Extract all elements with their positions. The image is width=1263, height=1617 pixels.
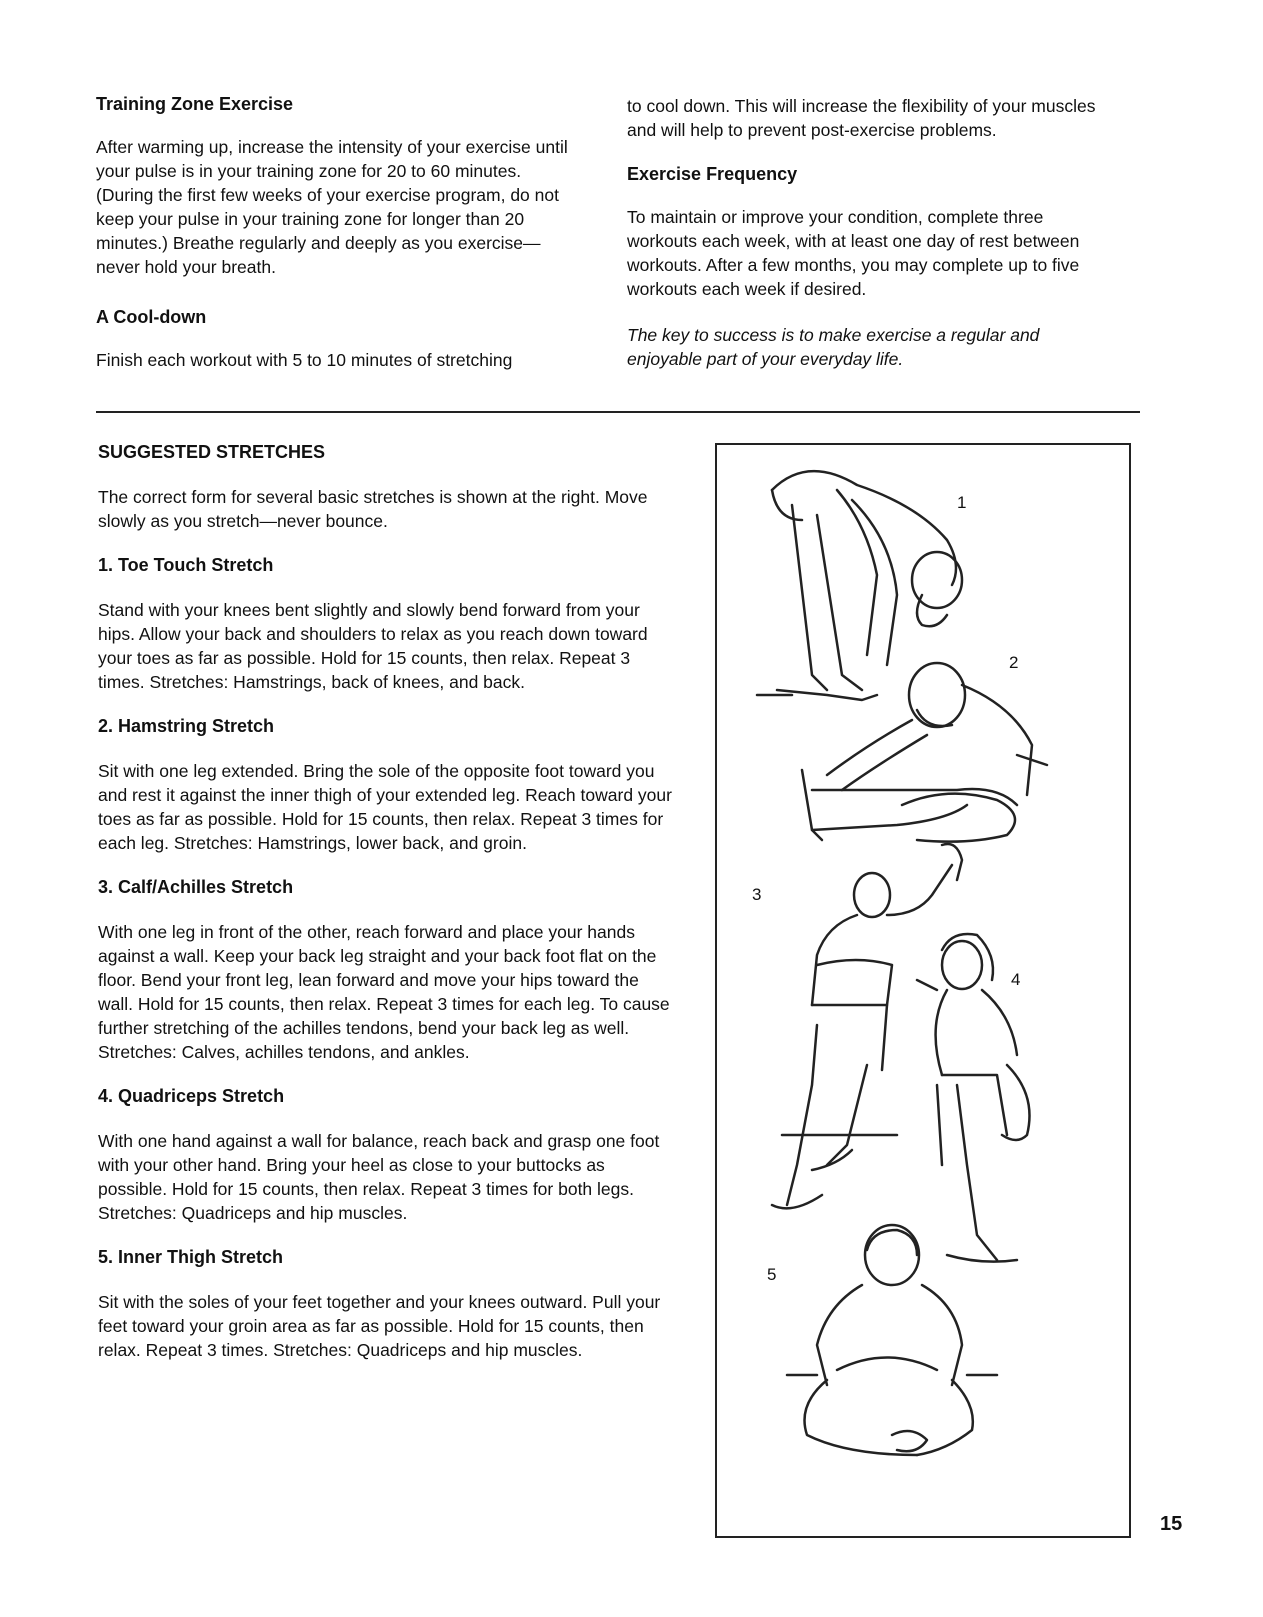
training-zone-body: After warming up, increase the intensity of your exercise until your pulse is in your training zone for 20 to 60 minutes. (During the first few weeks of your exercise program, do not keep your pulse in your training zone for longer than 20 minutes.) Breathe regularly and deeply as you exercise—never hold your breath.: [96, 137, 568, 277]
frequency-body: To maintain or improve your condition, complete three workouts each week, with at least one day of rest between workouts. After a few months, you may complete up to five workouts each week if desired.: [627, 207, 1080, 299]
stretch-1-title: 1. Toe Touch Stretch: [98, 555, 274, 575]
stretch-5-title: 5. Inner Thigh Stretch: [98, 1247, 284, 1267]
stretches-heading: SUGGESTED STRETCHES: [98, 442, 326, 462]
frequency-heading: Exercise Frequency: [627, 164, 798, 184]
key-to-success-text: The key to success is to make exercise a regular and enjoyable part of your everyday life.: [627, 325, 1040, 369]
stretches-illustration: [715, 443, 1131, 1538]
training-section: [96, 94, 576, 394]
stretch-5-body: Sit with the soles of your feet together and your knees outward. Pull your feet toward your groin area as far as possible. Hold for 15 counts, then relax. Repeat 3 times. Stretches: Quadriceps and hip muscles.: [98, 1292, 661, 1360]
suggested-stretches-section: [98, 442, 678, 1384]
figure-label-3: 3: [752, 885, 762, 904]
cooldown-heading: A Cool-down: [96, 307, 207, 327]
toe-touch-figure: [757, 471, 962, 700]
calf-stretch-figure: [772, 844, 962, 1208]
stretch-4-body: With one hand against a wall for balance, reach back and grasp one foot with your other hand. Bring your heel as close to your buttocks as possible. Hold for 15 counts, then relax. Repeat 3 times for both legs. Stretches: Quadriceps and hip muscles.: [98, 1131, 660, 1223]
stretches-intro: The correct form for several basic stretches is shown at the right. Move slowly as you stretch—never bounce.: [98, 487, 648, 531]
stretch-3-body: With one leg in front of the other, reach forward and place your hands against a wall. Keep your back leg straight and your back foot flat on the floor. Bend your front leg, lean forward and move your hips toward the wall. Hold for 15 counts, then relax. Repeat 3 times for each leg. To cause further stretching of the achilles tendons, bend your back leg as well. Stretches: Calves, achilles tendons, and ankles.: [98, 922, 670, 1062]
page-number: 15: [1160, 1513, 1183, 1535]
figure-label-5: 5: [767, 1265, 777, 1284]
figure-label-4: 4: [1011, 970, 1021, 989]
stretch-4-title: 4. Quadriceps Stretch: [98, 1086, 285, 1106]
stretch-1-body: Stand with your knees bent slightly and slowly bend forward from your hips. Allow your back and shoulders to relax as you reach down toward your toes as far as possible. Hold for 15 counts, then relax. Repeat 3 times. Stretches: Hamstrings, back of knees, and back.: [98, 600, 648, 692]
figure-label-1: 1: [957, 493, 967, 512]
cooldown-body-end: to cool down. This will increase the flexibility of your muscles and will help to prevent post-exercise problems.: [627, 96, 1096, 140]
hamstring-figure: [802, 663, 1047, 842]
cooldown-body-start: Finish each workout with 5 to 10 minutes of stretching: [96, 350, 513, 370]
stretch-3-title: 3. Calf/Achilles Stretch: [98, 877, 294, 897]
stretch-2-title: 2. Hamstring Stretch: [98, 716, 275, 736]
figure-label-2: 2: [1009, 653, 1019, 672]
section-divider: [96, 411, 1140, 413]
frequency-section: [627, 94, 1117, 393]
training-zone-heading: Training Zone Exercise: [96, 94, 294, 114]
stretch-2-body: Sit with one leg extended. Bring the sole of the opposite foot toward you and rest it against the inner thigh of your extended leg. Reach toward your toes as far as possible. Hold for 15 counts, then relax. Repeat 3 times for each leg. Stretches: Hamstrings, lower back, and groin.: [98, 761, 672, 853]
